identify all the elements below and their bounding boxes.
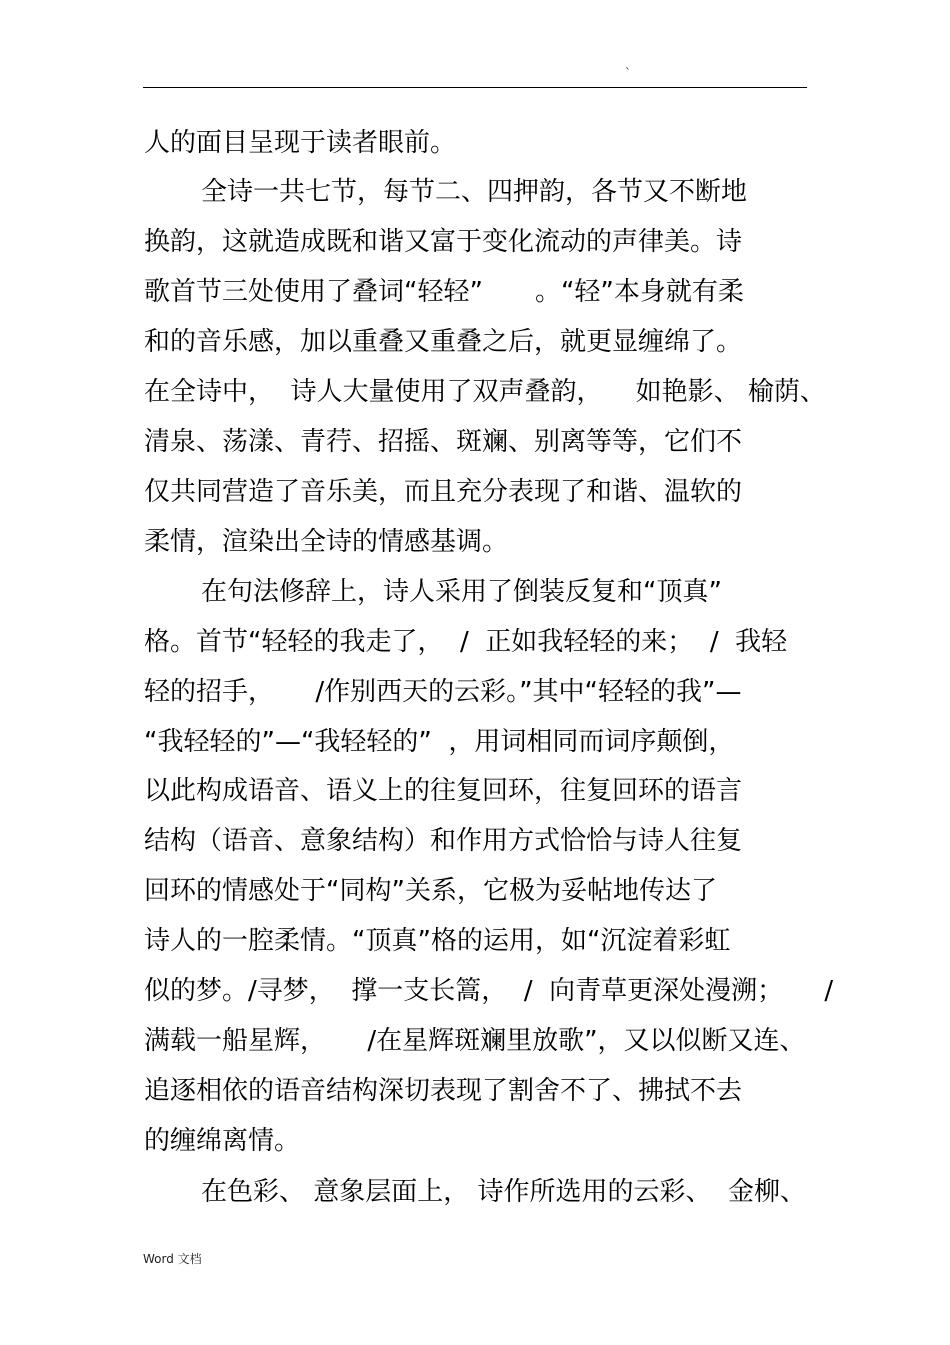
text-line: 满载一船星辉， /在星辉斑斓里放歌”，又以似断又连、 xyxy=(144,1026,806,1056)
header-mark: ` xyxy=(625,66,631,80)
text-line: 在全诗中， 诗人大量使用了双声叠韵， 如艳影、 榆荫、 xyxy=(144,377,826,407)
text-line: 格。首节“轻轻的我走了， / 正如我轻轻的来； / 我轻 xyxy=(144,627,788,657)
text-line: 和的音乐感，加以重叠又重叠之后，就更显缠绵了。 xyxy=(144,327,743,357)
footer-label: Word 文档 xyxy=(143,1252,202,1266)
text-line: 人的面目呈现于读者眼前。 xyxy=(144,128,457,158)
text-line: “我轻轻的”—“我轻轻的” ，用词相同而词序颠倒， xyxy=(144,727,735,757)
text-line: 结构（语音、意象结构）和作用方式恰恰与诗人往复 xyxy=(144,826,743,856)
text-line: 追逐相依的语音结构深切表现了割舍不了、拂拭不去 xyxy=(144,1076,743,1106)
text-line: 柔情，渲染出全诗的情感基调。 xyxy=(144,527,509,557)
text-line: 清泉、荡漾、青荇、招摇、斑斓、别离等等，它们不 xyxy=(144,427,743,457)
text-line: 诗人的一腔柔情。“顶真”格的运用，如“沉淀着彩虹 xyxy=(144,926,731,956)
text-line: 在句法修辞上，诗人采用了倒装反复和“顶真” xyxy=(201,577,722,607)
text-line: 以此构成语音、语义上的往复回环，往复回环的语言 xyxy=(144,776,743,806)
text-line: 仅共同营造了音乐美，而且充分表现了和谐、温软的 xyxy=(144,477,743,507)
text-line: 似的梦。/寻梦， 撑一支长篙， / 向青草更深处漫溯； / xyxy=(144,976,834,1006)
text-line: 换韵，这就造成既和谐又富于变化流动的声律美。诗 xyxy=(144,227,743,257)
text-line: 歌首节三处使用了叠词“轻轻” 。“轻”本身就有柔 xyxy=(144,277,744,307)
text-line: 在色彩、 意象层面上， 诗作所选用的云彩、 金柳、 xyxy=(201,1177,807,1207)
text-line: 回环的情感处于“同构”关系，它极为妥帖地传达了 xyxy=(144,876,717,906)
text-line: 的缠绵离情。 xyxy=(144,1126,301,1156)
text-line: 轻的招手， /作别西天的云彩。”其中“轻轻的我”— xyxy=(144,677,742,707)
text-line: 全诗一共七节，每节二、四押韵，各节又不断地 xyxy=(201,177,748,207)
